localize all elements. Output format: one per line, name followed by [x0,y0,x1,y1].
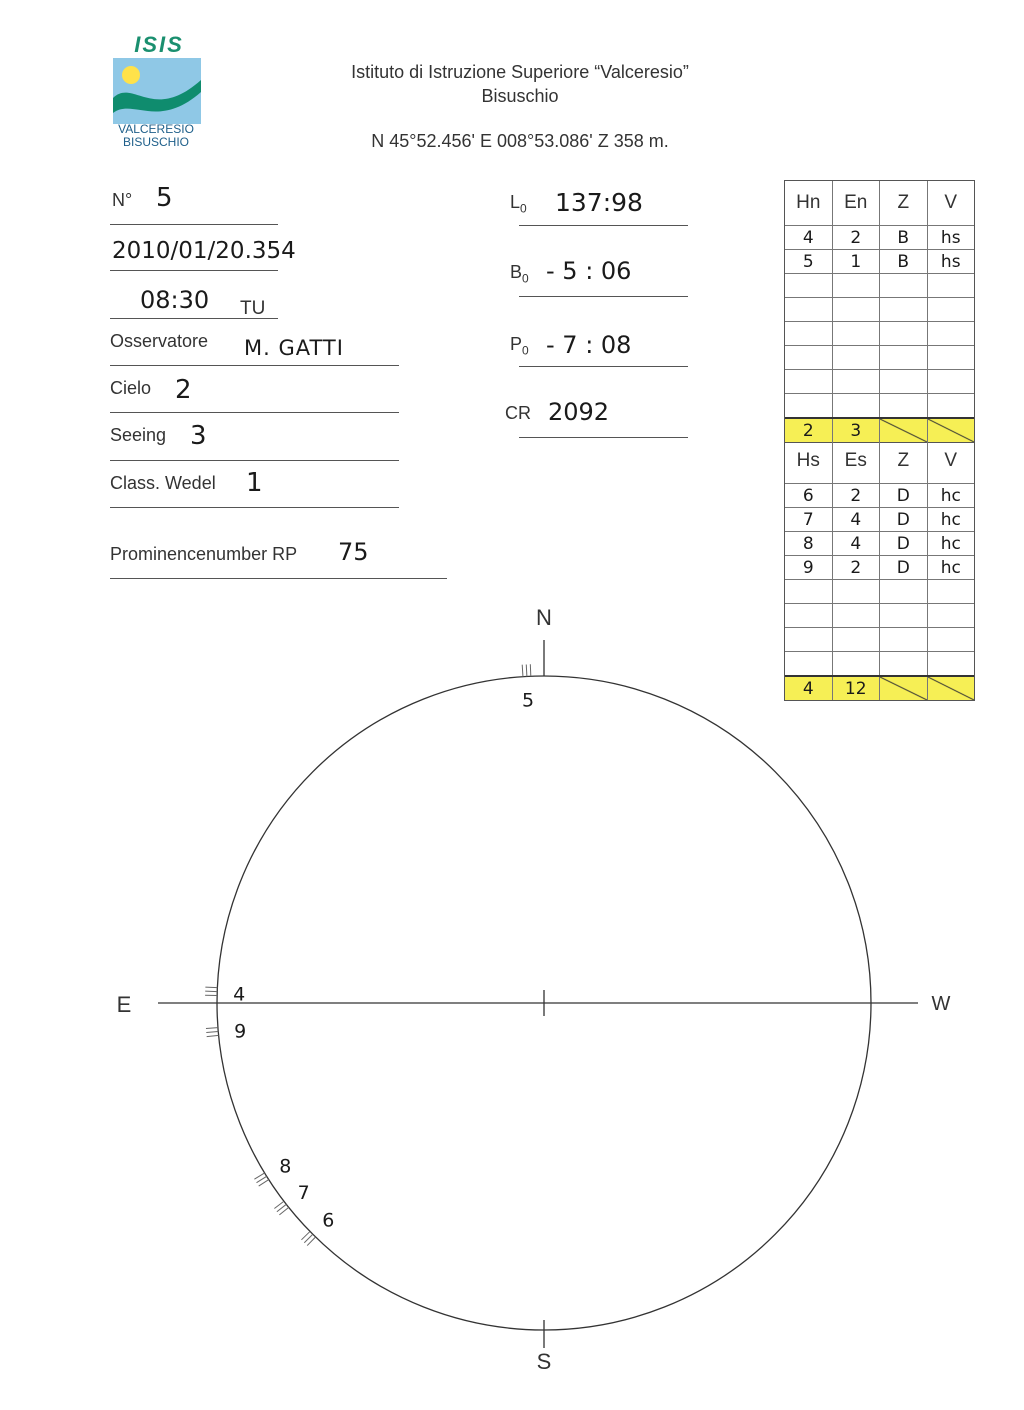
header-cell: V [927,439,975,483]
table-cell: 2 [832,226,880,249]
table-cell: 9 [802,557,814,578]
table-cell: B [879,226,927,249]
logo-caption-line1: VALCERESIO [118,122,194,136]
south-label: S [536,1349,552,1374]
observer-label: Osservatore [110,331,209,351]
rp-label: Prominencenumber RP [110,544,298,564]
table-cell: hs [927,250,975,273]
header-cell: V [927,181,975,225]
institute-name-line1: Istituto di Istruzione Superiore “Valceresio” [351,62,689,82]
table-cell: hc [927,532,975,555]
p0-value: - 7 : 08 [546,331,632,359]
table-cell: 1 [832,250,880,273]
prominence-label: 6 [322,1209,335,1232]
east-label: E [116,992,132,1017]
sky-value: 2 [175,375,192,405]
total-cell: 4 [802,678,814,699]
wedel-label: Class. Wedel [110,473,216,493]
prominence-mark [205,987,217,988]
header-cell: Es [832,439,880,483]
table-cell: 8 [802,533,814,554]
table-cell: D [879,508,927,531]
north-label: N [536,605,552,630]
prominence-mark [207,1035,219,1036]
table-cell: 4 [832,532,880,555]
table-cell: 6 [802,485,814,506]
prominence-label: 7 [297,1181,310,1204]
number-label: N° [112,190,133,210]
table-cell: D [879,484,927,507]
prominence-label: 5 [521,689,535,712]
prominence-mark [206,1028,218,1029]
table-cell: hs [927,226,975,249]
total-cell: 12 [832,677,880,700]
total-cell: 3 [832,419,880,442]
table-cell: D [879,532,927,555]
observatory-coordinates: N 45°52.456' E 008°53.086' Z 358 m. [371,131,669,151]
total-cell: 2 [802,420,814,441]
table-cell: 2 [832,556,880,579]
header-cell: Hs [796,450,820,471]
institute-name-line2: Bisuschio [481,86,559,106]
header-cell: Z [879,439,927,483]
l0-value: 137:98 [555,188,643,217]
number-value: 5 [156,183,173,213]
table-cell: 7 [802,509,814,530]
table-cell: 5 [802,251,814,272]
prominence-label: 4 [233,983,246,1006]
table-cell: hc [927,508,975,531]
prominence-markers [205,664,534,1245]
header-cell: Z [879,181,927,225]
sky-label: Cielo [110,378,152,398]
table-cell: 4 [802,227,814,248]
table-cell: hc [927,484,975,507]
wedel-value: 1 [246,468,263,498]
time-unit: TU [240,298,266,319]
table-cell: 4 [832,508,880,531]
table-cell: 2 [832,484,880,507]
table-cell: D [879,556,927,579]
prominence-label: 8 [279,1155,292,1178]
header-cell: En [832,181,880,225]
cr-value: 2092 [548,398,610,426]
logo-caption-line2: BISUSCHIO [122,135,189,149]
header-cell: Hn [796,192,821,213]
l0-label: $L_0$ [510,192,527,216]
prominence-label: 9 [234,1020,247,1043]
b0-value: - 5 : 06 [546,257,632,285]
observer-value: M. GATTI [244,336,344,360]
b0-label: $B_0$ [510,262,529,286]
prominence-mark [522,665,523,677]
west-label: W [931,993,951,1015]
prominence-mark [526,664,527,676]
table-cell: hc [927,556,975,579]
cr-label: CR [505,403,531,423]
date-value: 2010/01/20.354 [112,238,296,264]
logo-wordmark: ISIS [134,32,184,57]
table-cell: B [879,250,927,273]
rp-value: 75 [338,538,369,566]
seeing-label: Seeing [110,425,167,445]
p0-label: $P_0$ [510,334,529,358]
time-value: 08:30 [140,286,210,314]
seeing-value: 3 [190,421,207,451]
prominence-mark [206,1031,218,1032]
